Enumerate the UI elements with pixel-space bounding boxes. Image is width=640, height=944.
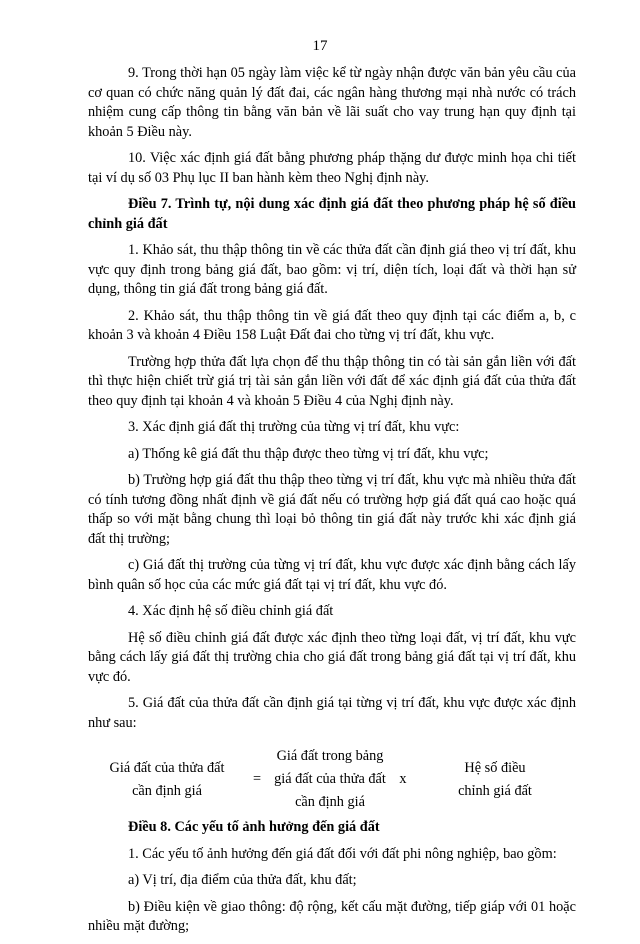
formula-left-line-2: cần định giá — [132, 782, 202, 799]
land-price-formula — [88, 745, 576, 814]
article-7-clause-1: 1. Khảo sát, thu thập thông tin về các thửa đất cần định giá theo vị trí đất, khu vực quy định trong bảng giá đất, bao gồm: vị trí, diện tích, loại đất và thời hạn sử dụng, thông tin giá đất trong bảng giá đất. — [88, 242, 576, 297]
article-8-heading: Điều 8. Các yếu tố ảnh hưởng đến giá đất — [128, 819, 380, 835]
formula-mid-line-3: cần định giá — [295, 794, 365, 810]
article-7-clause-4-text: Hệ số điều chỉnh giá đất được xác định theo từng loại đất, vị trí đất, khu vực bằng cách lấy giá đất thị trường chia cho giá đất trong bảng giá đất tại vị trí đất, khu vực đó. — [88, 629, 576, 685]
document-body — [88, 64, 576, 944]
article-7-clause-3b: b) Trường hợp giá đất thu thập theo từng vị trí đất, khu vực mà nhiều thửa đất có tính tương đồng nhất định về giá đất nếu có trường hợp giá đất quá cao hoặc quá thấp so với mặt bằng chung thì loại bỏ thông tin giá đất này trước khi xác định giá đất thị trường; — [88, 472, 576, 547]
paragraph-10: 10. Việc xác định giá đất bằng phương pháp thặng dư được minh họa chi tiết tại ví dụ số 03 Phụ lục II ban hành kèm theo Nghị định này. — [88, 150, 576, 186]
article-7-clause-3c: c) Giá đất thị trường của từng vị trí đất, khu vực được xác định bằng cách lấy bình quân số học của các mức giá đất tại vị trí đất, khu vực đó. — [88, 557, 576, 593]
formula-times: x — [399, 771, 407, 787]
formula-mid-line-1: Giá đất trong bảng — [276, 748, 384, 764]
formula-right-line-2: chỉnh giá đất — [458, 782, 532, 799]
article-7-clause-3a: a) Thống kê giá đất thu thập được theo từng vị trí đất, khu vực; — [128, 445, 489, 462]
article-7-clause-5: 5. Giá đất của thửa đất cần định giá tại từng vị trí đất, khu vực được xác định như sau: — [88, 695, 576, 731]
formula-middle-term — [268, 745, 392, 814]
page-number: 17 — [312, 38, 328, 54]
formula-right-term — [414, 757, 576, 803]
formula-right-line-1: Hệ số điều — [464, 759, 526, 776]
article-7-heading: Điều 7. Trình tự, nội dung xác định giá đất theo phương pháp hệ số điều chỉnh giá đất — [88, 196, 576, 232]
formula-left-term — [88, 757, 246, 803]
paragraph-9: 9. Trong thời hạn 05 ngày làm việc kể từ ngày nhận được văn bản yêu cầu của cơ quan có chức năng quản lý đất đai, các ngân hàng thương mại nhà nước có trách nhiệm cung cấp thông tin bằng văn bản về lãi suất cho vay trung hạn quy định tại khoản 5 Điều này. — [88, 65, 576, 140]
article-7-clause-3: 3. Xác định giá đất thị trường của từng vị trí đất, khu vực: — [128, 419, 460, 435]
article-8-clause-1b: b) Điều kiện về giao thông: độ rộng, kết cấu mặt đường, tiếp giáp với 01 hoặc nhiều mặt đường; — [88, 898, 576, 934]
formula-left-line-1: Giá đất của thửa đất — [109, 759, 225, 776]
article-8-clause-1a: a) Vị trí, địa điểm của thửa đất, khu đất; — [128, 872, 357, 888]
article-7-clause-2-case: Trường hợp thửa đất lựa chọn để thu thập thông tin có tài sản gắn liền với đất thì thực hiện chiết trừ giá trị tài sản gắn liền với đất để xác định giá đất của thửa đất theo quy định tại khoản 4 và khoản 5 Điều 4 của Nghị định này. — [88, 353, 576, 409]
article-7-clause-4: 4. Xác định hệ số điều chỉnh giá đất — [128, 603, 334, 619]
article-8-clause-1: 1. Các yếu tố ảnh hưởng đến giá đất đối với đất phi nông nghiệp, bao gồm: — [128, 845, 557, 862]
formula-equals: = — [252, 771, 262, 787]
formula-mid-line-2: giá đất của thửa đất — [274, 771, 386, 787]
article-7-clause-2: 2. Khảo sát, thu thập thông tin về giá đất theo quy định tại các điểm a, b, c khoản 3 và khoản 4 Điều 158 Luật Đất đai cho từng vị trí đất, khu vực. — [88, 307, 576, 343]
